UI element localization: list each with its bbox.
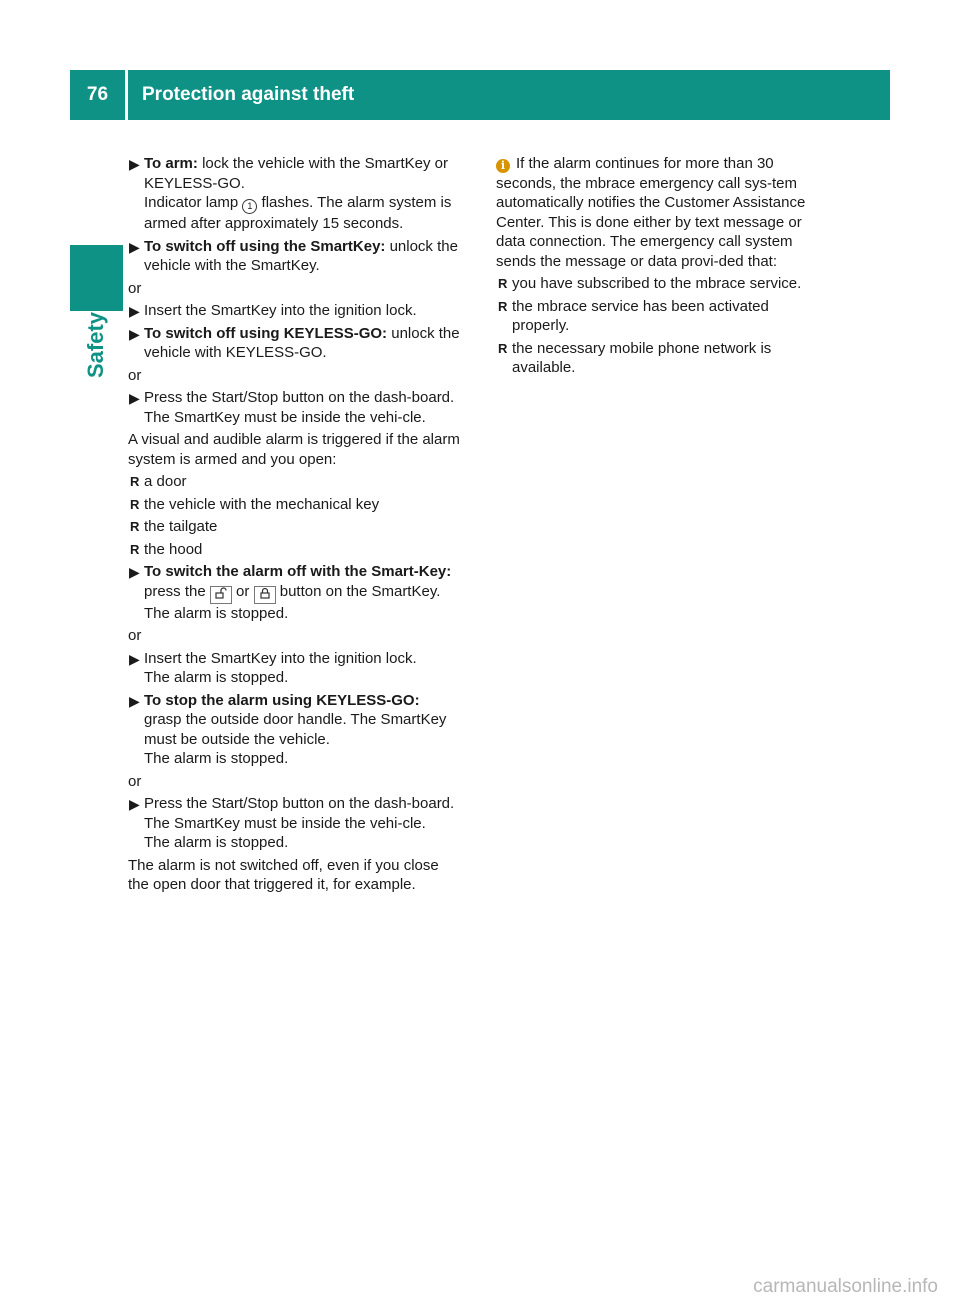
- bullet-icon: R: [130, 541, 140, 557]
- step-stop-keyless: [128, 691, 463, 769]
- section-label: Safety: [83, 311, 108, 379]
- bullet-icon: R: [130, 474, 140, 489]
- watermark: carmanualsonline.info: [753, 1276, 938, 1297]
- list-item-text: the tailgate: [144, 518, 218, 535]
- info-note: [496, 154, 816, 271]
- step-text: Insert the SmartKey into the ignition lock.: [144, 302, 417, 319]
- info-icon: i: [496, 159, 510, 173]
- step-text: unlock the vehicle with KEYLESS-GO.: [144, 324, 460, 361]
- step-alarm-off-smartkey: [128, 562, 463, 623]
- step-label: To switch off using KEYLESS-GO:: [144, 324, 388, 342]
- step-switch-off-keyless: [128, 324, 463, 363]
- step-arrow-icon: ▶: [129, 390, 140, 406]
- list-item: [128, 472, 463, 492]
- list-item: [496, 339, 816, 378]
- step-ignition-lock: [128, 301, 463, 321]
- step-arrow-icon: ▶: [129, 238, 140, 255]
- step-text: The alarm is stopped.: [144, 604, 289, 622]
- step-label: To switch the alarm off with the Smart-Key:: [144, 563, 452, 580]
- bullet-icon: R: [498, 298, 508, 314]
- step-arrow-icon: ▶: [129, 156, 140, 172]
- list-item-text: a door: [144, 473, 187, 490]
- step-text: flashes. The alarm system is armed after approximately 15 seconds.: [144, 194, 452, 232]
- list-item: [128, 540, 463, 560]
- step-label: To stop the alarm using KEYLESS-GO:: [144, 691, 420, 709]
- step-text: The alarm is stopped.: [144, 750, 289, 767]
- header-divider: [125, 70, 128, 120]
- lock-icon: [254, 586, 276, 604]
- step-text: Press the Start/Stop button on the dash-board. The SmartKey must be inside the vehi-cle.: [144, 389, 455, 426]
- list-item-text: you have subscribed to the mbrace service.: [512, 275, 802, 292]
- step-arm: [128, 154, 463, 234]
- info-text: If the alarm continues for more than 30 seconds, the mbrace emergency call sys-tem automatically notifies the Customer Assistance Center. This is done either by text message or data connection. The emergency call system sends the message or data provi-ded that:: [496, 155, 806, 270]
- paragraph: A visual and audible alarm is triggered if the alarm system is armed and you open:: [128, 431, 460, 468]
- step-text: lock the vehicle with the SmartKey or KEYLESS-GO.: [144, 155, 449, 192]
- or-text: or: [128, 772, 142, 790]
- unlock-icon: [210, 586, 232, 604]
- step-text: The alarm is stopped.: [144, 669, 289, 686]
- step-ignition-lock-2: [128, 649, 463, 688]
- section-tab: [70, 245, 123, 311]
- list-item: [496, 297, 816, 336]
- indicator-lamp-icon: 1: [242, 199, 257, 214]
- paragraph: The alarm is not switched off, even if you close the open door that triggered it, for example.: [128, 856, 439, 893]
- step-label: To arm:: [144, 155, 198, 172]
- step-text: unlock the vehicle with the SmartKey.: [144, 237, 458, 274]
- step-text: The alarm is stopped.: [144, 834, 289, 851]
- step-arrow-icon: ▶: [129, 303, 140, 319]
- step-arrow-icon: ▶: [129, 564, 140, 580]
- step-switch-off-smartkey: [128, 237, 463, 276]
- step-label: To switch off using the SmartKey:: [144, 237, 386, 255]
- step-text: button on the SmartKey.: [275, 582, 441, 600]
- left-column: [128, 154, 463, 898]
- step-start-stop: [128, 388, 463, 427]
- step-text: Indicator lamp: [144, 194, 243, 211]
- step-start-stop-2: [128, 794, 463, 853]
- or-text: or: [128, 366, 142, 384]
- bullet-icon: R: [498, 340, 508, 356]
- bullet-icon: R: [130, 496, 140, 512]
- right-column: [496, 154, 816, 381]
- list-item: [128, 495, 463, 515]
- step-text: press the: [144, 582, 210, 600]
- step-text: Insert the SmartKey into the ignition lock.: [144, 649, 417, 667]
- or-text: or: [128, 279, 142, 297]
- list-item-text: the vehicle with the mechanical key: [144, 495, 380, 513]
- step-text: grasp the outside door handle. The SmartKey must be outside the vehicle.: [144, 711, 447, 748]
- or-text: or: [128, 627, 142, 644]
- list-item-text: the necessary mobile phone network is available.: [512, 339, 772, 376]
- list-item: [128, 517, 463, 537]
- bullet-icon: R: [130, 519, 140, 534]
- step-text: Press the Start/Stop button on the dash-board. The SmartKey must be inside the vehi-cle.: [144, 795, 455, 832]
- page-number: 76: [86, 84, 109, 105]
- page-title: Protection against theft: [142, 84, 355, 105]
- list-item: [496, 274, 816, 294]
- step-arrow-icon: ▶: [129, 796, 140, 812]
- step-arrow-icon: ▶: [129, 692, 140, 709]
- list-item-text: the hood: [144, 540, 203, 558]
- list-item-text: the mbrace service has been activated properly.: [512, 297, 769, 334]
- bullet-icon: R: [498, 276, 508, 291]
- step-arrow-icon: ▶: [129, 325, 140, 342]
- step-text: or: [231, 582, 254, 600]
- step-arrow-icon: ▶: [129, 650, 140, 667]
